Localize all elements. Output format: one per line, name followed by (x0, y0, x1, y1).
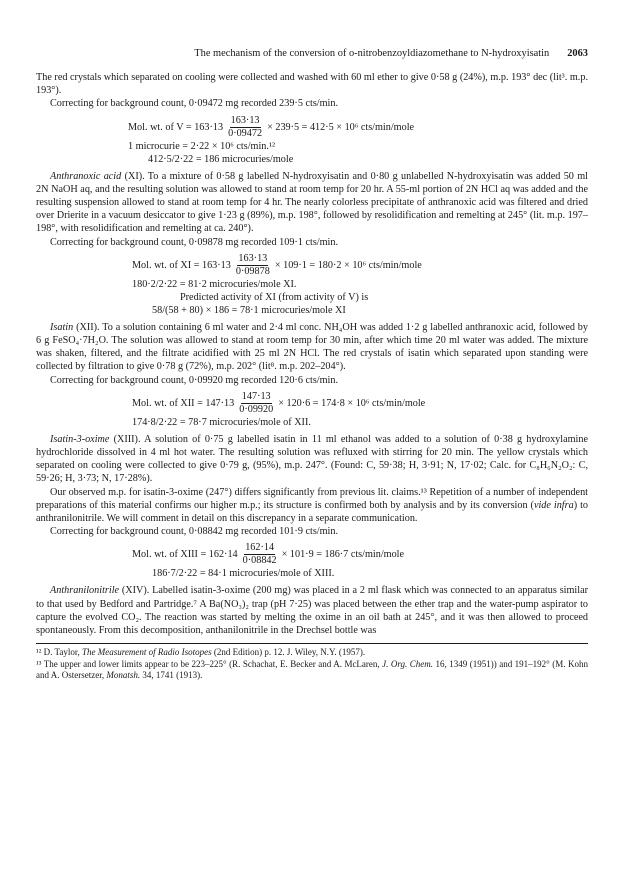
paragraph-text: (XII). To a solution containing 6 ml water and 2·4 ml conc. NH₄OH was added 1·2 g labelled anthranoxic acid, followed by 6 g FeSO₄·7H₂O. The solution was allowed to stand at room temp for 30 min, after which time 20 ml water was added. The mixture was shaken, filtered, and the filtrate acidified with 25 ml 2N HCl. The red crystals of isatin which separated upon standing were collected by filtration to give 0·78 g (72%), m.p. 202° (lit⁸. m.p. 202–204°). (36, 321, 588, 373)
fraction-denominator: 0·09878 (235, 265, 270, 277)
fraction (238, 391, 274, 416)
paragraph-text: Our observed m.p. for isatin-3-oxime (247°) differs significantly from previous lit. claims.¹³ Repetition of a number of independent preparations of this material confirms our higher m.p.; its structure is confirmed both by analysis and by its conversion ( (36, 486, 588, 511)
footnote-text: ¹³ The upper and lower limits appear to be 223–225° (R. Schachat, E. Becker and A. McLaren, (36, 658, 383, 669)
fraction (227, 115, 263, 140)
paragraph-isatin-oxime (36, 433, 588, 486)
paragraph-text: (XIII). A solution of 0·75 g labelled isatin in 11 ml ethanol was added to a solution of 0·38 g hydroxylamine hydrochloride dissolved in 4 ml hot water. The resulting solution was refluxed with stirring for 20 min. The yellow crystals which separated on cooling were collected to give 0·79 g, (95%), m.p. 247°. (Found: C, 59·38; H, 3·91; N, 17·02; Calc. for C₈H₆N₂O₂: C, 59·26; H, 3·73; N, 17·28%). (36, 433, 588, 485)
page-number: 2063 (567, 48, 588, 59)
vide-infra: vide infra (533, 499, 574, 511)
paragraph-text: (XIV). Labelled isatin-3-oxime (200 mg) was placed in a 2 ml flask which was connected to an apparatus similar to that used by Bedford and Partridge.⁷ A Ba(NO₃)₂ trap (pH 7·25) was placed between the ether trap and the water-pump aspirator to capture the evolved CO₂. The reaction was started by melting the oxime in an oil bath at 245°, and it was then allowed to proceed spontaneously. From this decomposition, anthanilonitrile in the Drechsel bottle was (36, 585, 588, 637)
equation-rhs: × 120·6 = 174·8 × 10⁶ cts/min/mole (278, 397, 426, 409)
correction-line-xii: Correcting for background count, 0·09920 mg recorded 120·6 cts/min. (50, 374, 339, 386)
journal-page (36, 48, 588, 682)
equation-mol-wt-xiii (132, 542, 588, 580)
section-run-in-title: Isatin-3-oxime (50, 433, 110, 445)
footnote-13 (36, 659, 588, 682)
paragraph-anthranilonitrile (36, 584, 588, 637)
section-run-in-title: Anthranilonitrile (50, 585, 120, 597)
footnote-journal: J. Org. Chem. (382, 658, 434, 669)
equation-rhs: × 101·9 = 186·7 cts/min/mole (281, 549, 405, 561)
paragraph-isatin (36, 321, 588, 374)
equation-lhs: Mol. wt. of XII = 147·13 (132, 397, 235, 409)
running-title: The mechanism of the conversion of o-nitrobenzoyldiazomethane to N-hydroxyisatin (194, 48, 550, 59)
fraction-denominator: 0·08842 (242, 555, 277, 567)
paragraph-text: ) to anthranilonitrile. We will comment in detail on this discrepancy in a separate communication. (36, 499, 588, 525)
footnote-text: ¹² D. Taylor, (36, 647, 82, 658)
fraction-numerator: 147·13 (241, 390, 271, 402)
equation-line: Predicted activity of XI (from activity of V) is (180, 291, 369, 303)
correction-line-xiii: Correcting for background count, 0·08842 mg recorded 101·9 cts/min. (50, 526, 339, 538)
correction-line-v: Correcting for background count, 0·09472 mg recorded 239·5 cts/min. (50, 98, 339, 110)
footnote-journal: Monatsh. (106, 670, 141, 681)
correction-line-xi: Correcting for background count, 0·09878 mg recorded 109·1 cts/min. (50, 236, 339, 248)
paragraph-anthranoxic-acid (36, 170, 588, 236)
equation-line: 180·2/2·22 = 81·2 microcuries/mole XI. (132, 278, 297, 290)
paragraph-mp-discrepancy (36, 486, 588, 526)
section-run-in-title: Anthranoxic acid (50, 170, 122, 182)
equation-line: 1 microcurie = 2·22 × 10⁶ cts/min.¹² (128, 140, 276, 152)
equation-lhs: Mol. wt. of XI = 163·13 (132, 259, 231, 271)
running-header (36, 48, 588, 59)
fraction (242, 542, 278, 567)
fraction-numerator: 163·13 (230, 114, 260, 126)
footnote-text: (2nd Edition) p. 12. J. Wiley, N.Y. (1957). (211, 647, 366, 658)
equation-line: 186·7/2·22 = 84·1 microcuries/mole of XIII. (152, 568, 335, 580)
equation-rhs: × 239·5 = 412·5 × 10⁶ cts/min/mole (267, 121, 415, 133)
fraction-numerator: 163·13 (238, 252, 268, 264)
footnote-text: 34, 1741 (1913). (140, 670, 203, 681)
footnote-divider (36, 643, 588, 644)
equation-mol-wt-xii (132, 391, 588, 429)
equation-lhs: Mol. wt. of V = 163·13 (128, 121, 224, 133)
equation-lhs: Mol. wt. of XIII = 162·14 (132, 549, 238, 561)
section-run-in-title: Isatin (50, 321, 74, 333)
fraction-denominator: 0·09920 (239, 403, 274, 415)
equation-mol-wt-xi (132, 253, 588, 317)
footnote-book-title: The Measurement of Radio Isotopes (81, 647, 212, 658)
equation-rhs: × 109·1 = 180·2 × 10⁶ cts/min/mole (274, 259, 422, 271)
equation-line: 412·5/2·22 = 186 microcuries/mole (148, 153, 294, 165)
equation-line: 58/(58 + 80) × 186 = 78·1 microcuries/mole XI (152, 304, 346, 316)
paragraph-text: (XI). To a mixture of 0·58 g labelled N-hydroxyisatin and 0·80 g unlabelled N-hydroxyisatin was added 50 ml 2N NaOH aq, and the resulting solution was allowed to stand at room temp for 20 hr. A 55-ml portion of 2N HCl aq was added and the resulting suspension allowed to stand at room temp for 4 hr. The nearly colorless precipitate of anthranoxic acid was filtered and dried over Drierite in a vacuum desiccator to give 1·23 g (89%), m.p. 198°, followed by resolidification and remelting at 245° (lit. m.p. 197–198°, with resolidification and remelting at ca. 240°). (36, 170, 588, 235)
equation-mol-wt-v (128, 115, 588, 166)
fraction-denominator: 0·09472 (228, 127, 263, 139)
equation-line: 174·8/2·22 = 78·7 microcuries/mole of XII. (132, 416, 311, 428)
fraction (235, 253, 271, 278)
paragraph-red-crystals: The red crystals which separated on cooling were collected and washed with 60 ml ether to give 0·58 g (24%), m.p. 193° dec (lit³. m.p. 193°). (36, 72, 588, 97)
fraction-numerator: 162·14 (245, 542, 275, 554)
footnote-text: 16, 1349 (1951)) and 191–192° (M. Kohn and A. Ostersetzer, (36, 658, 588, 681)
footnote-12 (36, 647, 588, 659)
